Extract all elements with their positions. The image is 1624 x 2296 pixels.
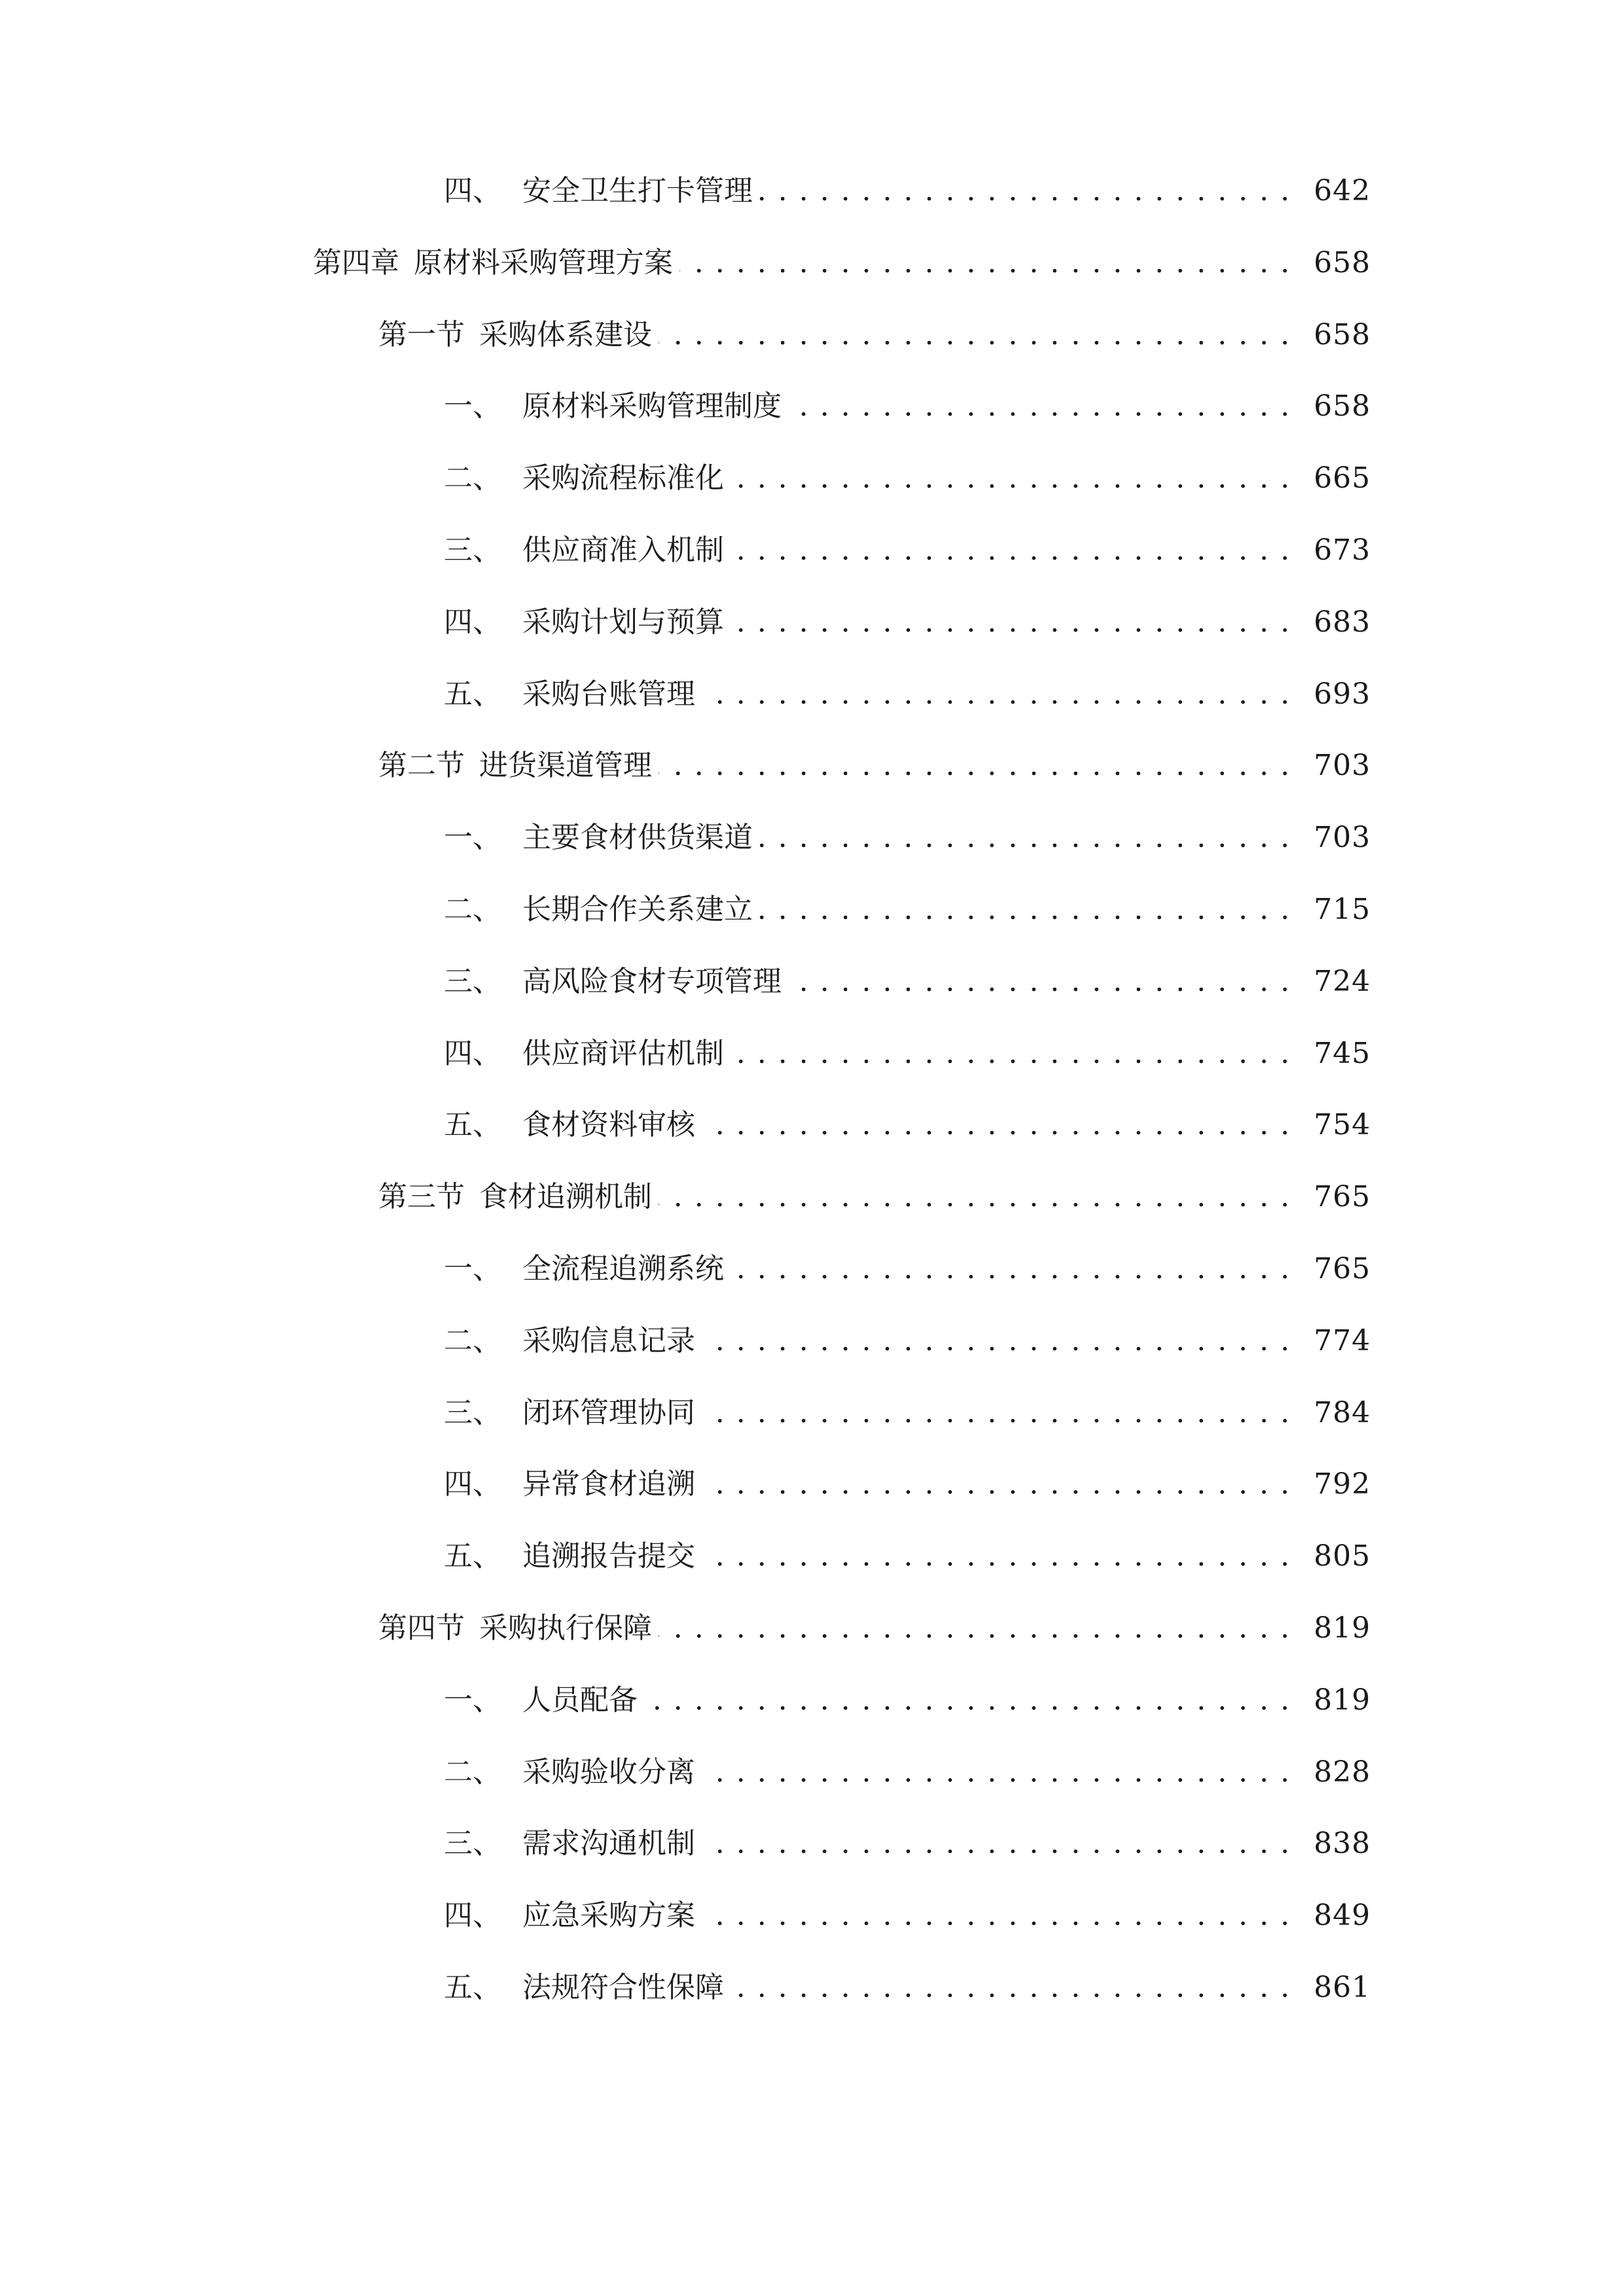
toc-entry-marker: 第一节 <box>378 318 465 351</box>
toc-entry-page-number: 838 <box>1314 1827 1371 1860</box>
toc-dot-leader <box>702 1458 1291 1511</box>
toc-entry-marker: 三、 <box>444 1396 501 1429</box>
toc-dot-leader <box>702 1818 1291 1870</box>
toc-entry[interactable] <box>444 812 1371 864</box>
toc-entry[interactable] <box>444 1458 1371 1511</box>
toc-entry-marker: 四、 <box>444 174 501 207</box>
toc-entry-page-number: 658 <box>1314 318 1371 351</box>
toc-entry-page-number: 703 <box>1314 749 1371 782</box>
toc-dot-leader <box>788 956 1291 1008</box>
toc-entry[interactable] <box>444 1243 1371 1295</box>
toc-dot-leader <box>702 1315 1291 1367</box>
toc-entry[interactable] <box>313 237 1371 289</box>
toc-entry-marker: 一、 <box>444 1252 501 1285</box>
toc-dot-leader <box>759 812 1291 864</box>
toc-entry-title: 法规符合性保障 <box>522 1971 724 2004</box>
toc-entry-page-number: 715 <box>1314 893 1371 926</box>
toc-entry[interactable] <box>444 165 1371 217</box>
toc-entry-marker: 第四章 <box>313 246 399 279</box>
toc-entry-marker: 五、 <box>444 1539 501 1573</box>
toc-entry-title: 全流程追溯系统 <box>522 1252 724 1285</box>
toc-entry-title: 追溯报告提交 <box>522 1539 695 1573</box>
toc-entry-title: 供应商准入机制 <box>522 533 724 567</box>
toc-entry-page-number: 693 <box>1314 677 1371 711</box>
toc-entry[interactable] <box>444 1028 1371 1080</box>
toc-dot-leader <box>702 1890 1291 1942</box>
toc-dot-leader <box>702 1099 1291 1151</box>
toc-entry-title: 采购验收分离 <box>522 1755 695 1789</box>
toc-entry-page-number: 819 <box>1314 1683 1371 1717</box>
toc-entry-title: 高风险食材专项管理 <box>522 965 782 998</box>
toc-entry[interactable] <box>444 668 1371 721</box>
toc-entry-page-number: 849 <box>1314 1899 1371 1932</box>
toc-entry-title: 采购流程标准化 <box>522 461 724 495</box>
toc-entry-title: 原材料采购管理方案 <box>414 246 673 279</box>
toc-entry[interactable] <box>444 1890 1371 1942</box>
toc-entry-marker: 五、 <box>444 1971 501 2004</box>
toc-entry-title: 采购信息记录 <box>522 1324 695 1357</box>
toc-entry-marker: 四、 <box>444 1037 501 1070</box>
toc-dot-leader <box>731 524 1291 577</box>
toc-dot-leader <box>679 237 1291 289</box>
toc-entry-marker: 一、 <box>444 1683 501 1717</box>
toc-entry-marker: 四、 <box>444 1899 501 1932</box>
toc-dot-leader <box>702 668 1291 721</box>
toc-entry-marker: 第二节 <box>378 749 465 782</box>
toc-entry-marker: 三、 <box>444 533 501 567</box>
toc-entry-title: 长期合作关系建立 <box>522 893 753 926</box>
toc-entry-title: 安全卫生打卡管理 <box>522 174 753 207</box>
toc-entry[interactable] <box>444 1387 1371 1439</box>
toc-entry-title: 原材料采购管理制度 <box>522 389 782 423</box>
toc-entry-page-number: 658 <box>1314 246 1371 279</box>
toc-entry[interactable] <box>444 1674 1371 1727</box>
toc-entry-page-number: 828 <box>1314 1755 1371 1789</box>
toc-entry-marker: 第四节 <box>378 1611 465 1645</box>
toc-entry-page-number: 642 <box>1314 174 1371 207</box>
toc-dot-leader <box>731 452 1291 505</box>
toc-dot-leader <box>759 165 1291 217</box>
toc-entry-page-number: 805 <box>1314 1539 1371 1573</box>
toc-entry-page-number: 724 <box>1314 965 1371 998</box>
toc-dot-leader <box>659 1602 1291 1655</box>
toc-entry-marker: 四、 <box>444 605 501 639</box>
toc-entry[interactable] <box>444 1818 1371 1870</box>
toc-entry-marker: 二、 <box>444 1324 501 1357</box>
toc-dot-leader <box>659 309 1291 361</box>
toc-entry-page-number: 784 <box>1314 1396 1371 1429</box>
toc-entry-page-number: 765 <box>1314 1180 1371 1213</box>
toc-entry-marker: 三、 <box>444 965 501 998</box>
toc-entry-marker: 五、 <box>444 1108 501 1141</box>
toc-entry[interactable] <box>444 1099 1371 1151</box>
toc-entry-page-number: 658 <box>1314 389 1371 423</box>
toc-entry-marker: 一、 <box>444 821 501 854</box>
toc-entry-title: 采购执行保障 <box>479 1611 652 1645</box>
toc-entry-marker: 三、 <box>444 1827 501 1860</box>
toc-entry-marker: 二、 <box>444 893 501 926</box>
toc-entry-marker: 二、 <box>444 1755 501 1789</box>
toc-entry[interactable] <box>378 1171 1371 1223</box>
toc-entry[interactable] <box>444 956 1371 1008</box>
toc-entry-title: 需求沟通机制 <box>522 1827 695 1860</box>
toc-entry-title: 应急采购方案 <box>522 1899 695 1932</box>
toc-entry-marker: 四、 <box>444 1467 501 1501</box>
toc-entry[interactable] <box>444 884 1371 936</box>
toc-entry-title: 供应商评估机制 <box>522 1037 724 1070</box>
toc-entry[interactable] <box>444 1746 1371 1799</box>
toc-entry[interactable] <box>378 740 1371 792</box>
toc-entry-marker: 五、 <box>444 677 501 711</box>
toc-entry[interactable] <box>444 1530 1371 1583</box>
toc-entry-page-number: 774 <box>1314 1324 1371 1357</box>
toc-entry-title: 异常食材追溯 <box>522 1467 695 1501</box>
toc-entry-page-number: 673 <box>1314 533 1371 567</box>
toc-entry-page-number: 754 <box>1314 1108 1371 1141</box>
toc-entry[interactable] <box>444 380 1371 433</box>
toc-entry-page-number: 792 <box>1314 1467 1371 1501</box>
toc-entry-page-number: 703 <box>1314 821 1371 854</box>
toc-entry-title: 主要食材供货渠道 <box>522 821 753 854</box>
toc-entry-page-number: 819 <box>1314 1611 1371 1645</box>
toc-dot-leader <box>644 1674 1291 1727</box>
toc-entry-marker: 二、 <box>444 461 501 495</box>
toc-entry-marker: 一、 <box>444 389 501 423</box>
toc-dot-leader <box>702 1530 1291 1583</box>
toc-dot-leader <box>659 740 1291 792</box>
toc-dot-leader <box>759 884 1291 936</box>
toc-entry[interactable] <box>378 309 1371 361</box>
toc-entry-title: 进货渠道管理 <box>479 749 652 782</box>
toc-entry-page-number: 765 <box>1314 1252 1371 1285</box>
toc-entry-title: 食材追溯机制 <box>479 1180 652 1213</box>
toc-dot-leader <box>788 380 1291 433</box>
toc-dot-leader <box>659 1171 1291 1223</box>
toc-entry-marker: 第三节 <box>378 1180 465 1213</box>
toc-entry[interactable] <box>444 1315 1371 1367</box>
toc-entry-title: 采购体系建设 <box>479 318 652 351</box>
toc-entry[interactable] <box>444 596 1371 649</box>
toc-entry-title: 食材资料审核 <box>522 1108 695 1141</box>
toc-entry[interactable] <box>444 452 1371 505</box>
toc-entry-title: 闭环管理协同 <box>522 1396 695 1429</box>
toc-entry-page-number: 861 <box>1314 1971 1371 2004</box>
toc-dot-leader <box>702 1746 1291 1799</box>
toc-dot-leader <box>702 1387 1291 1439</box>
toc-entry-title: 采购计划与预算 <box>522 605 724 639</box>
toc-entry[interactable] <box>444 524 1371 577</box>
toc-entry[interactable] <box>378 1602 1371 1655</box>
toc-entry-title: 人员配备 <box>522 1683 638 1717</box>
toc-dot-leader <box>731 1028 1291 1080</box>
toc-entry[interactable] <box>444 1962 1371 2014</box>
toc-entry-page-number: 665 <box>1314 461 1371 495</box>
toc-dot-leader <box>731 1243 1291 1295</box>
toc-entry-page-number: 745 <box>1314 1037 1371 1070</box>
toc-entry-title: 采购台账管理 <box>522 677 695 711</box>
toc-dot-leader <box>731 596 1291 649</box>
toc-entry-page-number: 683 <box>1314 605 1371 639</box>
toc-dot-leader <box>731 1962 1291 2014</box>
